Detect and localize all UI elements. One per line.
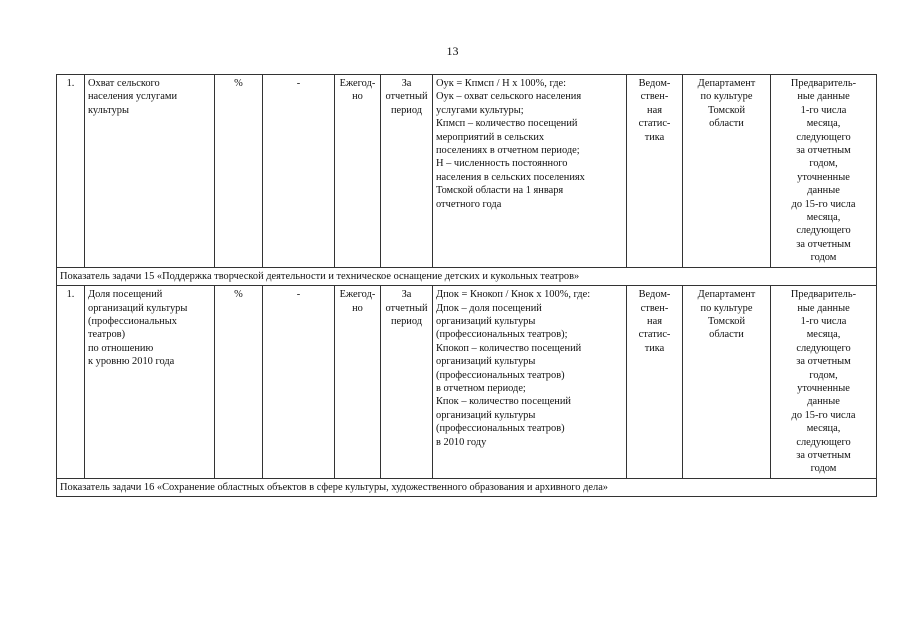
text-line: до 15-го числа xyxy=(791,198,856,210)
table-row xyxy=(57,75,877,268)
table-row xyxy=(57,286,877,479)
text-line: организаций культуры xyxy=(88,302,188,314)
text-line: статис- xyxy=(638,329,671,341)
text-line: тика xyxy=(644,342,665,354)
section-title-16: Показатель задачи 16 «Сохранение областных объектов в сфере культуры, художественного образования и архивного дела» xyxy=(57,478,877,496)
formula-cell xyxy=(433,75,627,268)
text-line: организаций культуры xyxy=(436,356,536,368)
indicator-name xyxy=(85,286,215,479)
text-line: период xyxy=(390,315,423,327)
text-line: за отчетным xyxy=(796,238,851,250)
text-line: Томской области на 1 января xyxy=(436,185,564,197)
text-line: но xyxy=(352,302,363,314)
text-line: но xyxy=(352,91,363,103)
text-line: услугами культуры; xyxy=(436,104,524,116)
text-line: За xyxy=(401,78,412,89)
section-row xyxy=(57,478,877,496)
text-line: Ежегод- xyxy=(339,78,376,89)
frequency-cell xyxy=(335,286,381,479)
text-line: годом, xyxy=(809,158,838,170)
text-line: за отчетным xyxy=(796,145,851,157)
text-line: по культуре xyxy=(700,91,753,103)
text-line: Оук – охват сельского населения xyxy=(436,91,582,103)
text-line: Департамент xyxy=(697,289,756,301)
text-line: Кпокоп – количество посещений xyxy=(436,342,582,354)
text-line: культуры xyxy=(88,104,129,116)
text-line: Н – численность постоянного xyxy=(436,158,568,170)
text-line: Дпок – доля посещений xyxy=(436,302,542,314)
text-line: За xyxy=(401,289,412,301)
text-line: Ведом- xyxy=(638,78,671,89)
text-line: области xyxy=(709,329,744,341)
text-line: Томской xyxy=(707,315,746,327)
row-number: 1. xyxy=(57,75,85,268)
text-line: ная xyxy=(647,104,662,116)
frequency-cell xyxy=(335,75,381,268)
text-line: населения услугами xyxy=(88,91,178,103)
text-line: в 2010 году xyxy=(436,436,487,448)
text-line: по отношению xyxy=(88,342,154,354)
text-line: населения в сельских поселениях xyxy=(436,171,585,183)
text-line: Доля посещений xyxy=(88,289,163,301)
text-line: статис- xyxy=(638,118,671,130)
text-line: месяца, xyxy=(806,212,841,224)
text-line: месяца, xyxy=(806,423,841,435)
text-line: месяца, xyxy=(806,118,841,130)
text-line: 1-го числа xyxy=(800,104,847,116)
text-line: Кпмсп – количество посещений xyxy=(436,118,578,130)
text-line: Дпок = Кнокоп / Кнок х 100%, где: xyxy=(436,289,591,301)
text-line: за отчетным xyxy=(796,449,851,461)
text-line: Ведом- xyxy=(638,289,671,301)
text-line: до 15-го числа xyxy=(791,409,856,421)
source-cell xyxy=(627,75,683,268)
text-line: (профессиональных театров) xyxy=(436,423,565,435)
text-line: ствен- xyxy=(640,302,669,314)
period-cell xyxy=(381,286,433,479)
section-row xyxy=(57,267,877,285)
text-line: (профессиональных театров); xyxy=(436,329,568,341)
text-line: по культуре xyxy=(700,302,753,314)
text-line: организаций культуры xyxy=(436,315,536,327)
page-number: 13 xyxy=(446,44,459,58)
indicator-name xyxy=(85,75,215,268)
text-line: ная xyxy=(647,315,662,327)
text-line: Оук = Кпмсп / Н х 100%, где: xyxy=(436,78,566,89)
text-line: к уровню 2010 года xyxy=(88,356,175,368)
text-line: Кпок – количество посещений xyxy=(436,396,571,408)
indicators-table xyxy=(56,74,877,497)
text-line: театров) xyxy=(88,329,126,341)
text-line: данные xyxy=(807,396,840,408)
text-line: Предваритель- xyxy=(790,289,857,301)
row-number: 1. xyxy=(57,286,85,479)
dash-cell: - xyxy=(263,286,335,479)
text-line: ствен- xyxy=(640,91,669,103)
text-line: месяца, xyxy=(806,329,841,341)
source-cell xyxy=(627,286,683,479)
text-line: следующего xyxy=(796,131,851,143)
text-line: отчетный xyxy=(385,302,428,314)
text-line: Томской xyxy=(707,104,746,116)
text-line: уточненные xyxy=(797,171,850,183)
text-line: Ежегод- xyxy=(339,289,376,301)
period-cell xyxy=(381,75,433,268)
text-line: Предваритель- xyxy=(790,78,857,89)
term-cell xyxy=(771,75,877,268)
unit-cell: % xyxy=(215,75,263,268)
text-line: годом xyxy=(810,463,837,475)
dash-cell: - xyxy=(263,75,335,268)
text-line: отчетного года xyxy=(436,198,502,210)
text-line: поселениях в отчетном периоде; xyxy=(436,145,580,157)
text-line: уточненные xyxy=(797,382,850,394)
text-line: ные данные xyxy=(797,302,850,314)
text-line: следующего xyxy=(796,225,851,237)
text-line: отчетный xyxy=(385,91,428,103)
unit-cell: % xyxy=(215,286,263,479)
text-line: 1-го числа xyxy=(800,315,847,327)
text-line: (профессиональных театров) xyxy=(436,369,565,381)
text-line: области xyxy=(709,118,744,130)
formula-cell xyxy=(433,286,627,479)
text-line: следующего xyxy=(796,342,851,354)
term-cell xyxy=(771,286,877,479)
text-line: данные xyxy=(807,185,840,197)
text-line: Департамент xyxy=(697,78,756,89)
section-title-15: Показатель задачи 15 «Поддержка творческой деятельности и техническое оснащение детских и кукольных театров» xyxy=(57,267,877,285)
text-line: ные данные xyxy=(797,91,850,103)
department-cell xyxy=(683,75,771,268)
text-line: Охват сельского xyxy=(88,78,160,89)
text-line: (профессиональных xyxy=(88,315,177,327)
text-line: тика xyxy=(644,131,665,143)
text-line: организаций культуры xyxy=(436,409,536,421)
text-line: за отчетным xyxy=(796,356,851,368)
text-line: мероприятий в сельских xyxy=(436,131,545,143)
text-line: следующего xyxy=(796,436,851,448)
text-line: годом xyxy=(810,252,837,264)
text-line: в отчетном периоде; xyxy=(436,382,526,394)
department-cell xyxy=(683,286,771,479)
text-line: годом, xyxy=(809,369,838,381)
text-line: период xyxy=(390,104,423,116)
